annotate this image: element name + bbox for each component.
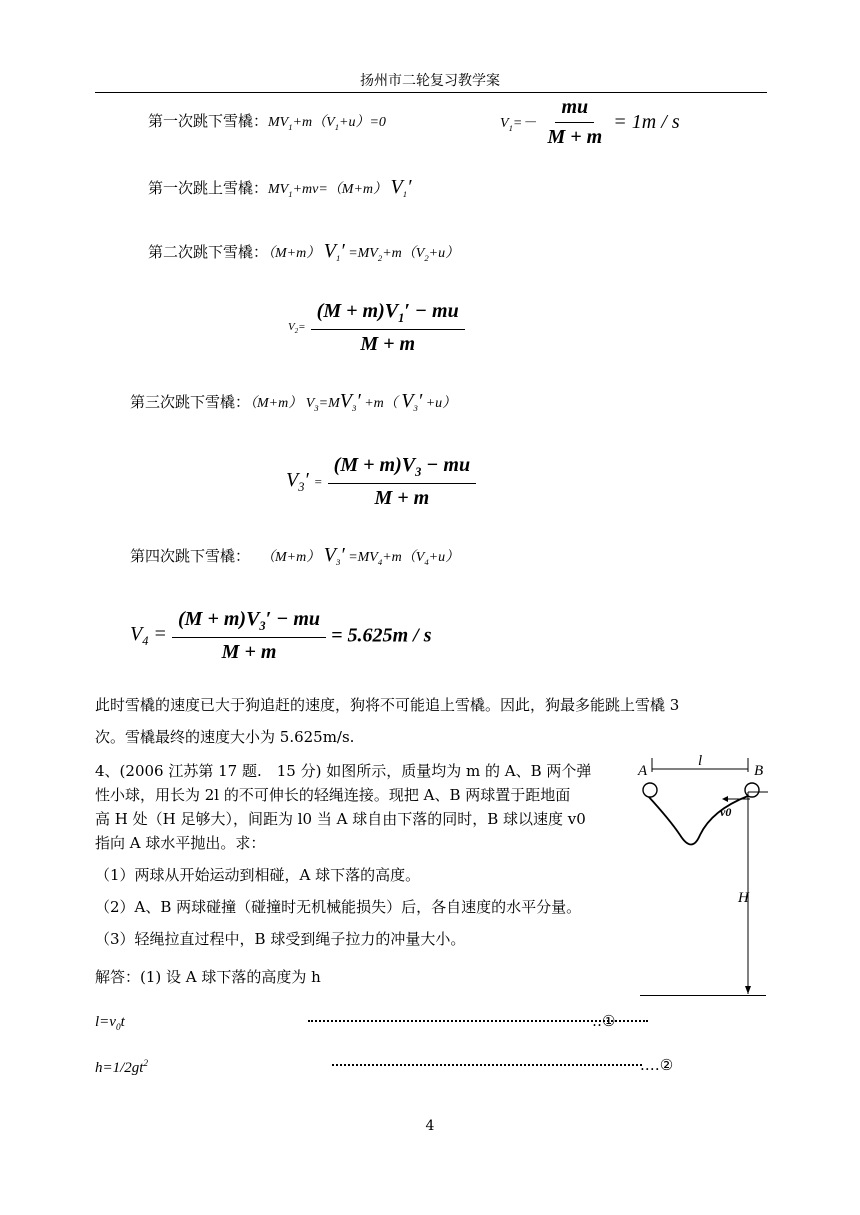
solution-eq-b-mark: .…② bbox=[640, 1056, 674, 1074]
eq1-fraction: $\frac{mu}{M + m}$ bbox=[547, 96, 603, 148]
eq8-line: $V_4$ = $\frac{(M + m)V_3' - mu}{M + m}$ = 5.625m / s bbox=[130, 608, 432, 663]
eq4-line: $V_2=$ $\frac{(M + m)V_1' - mu}{M + m}$ bbox=[288, 300, 465, 356]
page-number: 4 bbox=[425, 1118, 435, 1134]
problem-line-3: 高 H 处（H 足够大），间距为 l0 当 A 球自由下落的同时，B 球以速度 v0 bbox=[95, 810, 586, 828]
eq4-fraction: $\frac{(M + m)V_1' - mu}{M + m}$ bbox=[311, 300, 465, 356]
conclusion-line-2: 次。雪橇最终的速度大小为 5.625m/s. bbox=[95, 728, 355, 746]
eq1-label: 第一次跳下雪橇： bbox=[148, 112, 269, 130]
solution-eq-a-mark: ‥① bbox=[592, 1012, 616, 1030]
solution-eq-b: $h=1/2gt^2$ bbox=[95, 1058, 148, 1076]
question-2: （2）A、B 两球碰撞（碰撞时无机械能损失）后，各自速度的水平分量。 bbox=[95, 898, 582, 916]
conclusion-line-1: 此时雪橇的速度已大于狗追赶的速度，狗将不可能追上雪橇。因此，狗最多能跳上雪橇 3 bbox=[95, 696, 680, 714]
velocity-arrow-head bbox=[722, 796, 728, 802]
eq5-line bbox=[130, 390, 456, 413]
label-b: B bbox=[754, 763, 764, 779]
eq2-line bbox=[148, 176, 411, 199]
eq2-expr: $MV_1+mv=(M+m)$ $V_1'$ bbox=[268, 176, 412, 199]
eq8-fraction: $\frac{(M + m)V_3' - mu}{M + m}$ bbox=[172, 608, 326, 664]
page-header-title: 扬州市二轮复习教学案 bbox=[360, 73, 500, 89]
eq2-label: 第一次跳上雪橇： bbox=[148, 179, 269, 197]
question-1: （1）两球从开始运动到相碰，A 球下落的高度。 bbox=[95, 866, 421, 884]
solution-eq-a: $l=v_0t$ bbox=[95, 1014, 125, 1033]
label-h: H bbox=[738, 890, 749, 906]
ball-b bbox=[745, 783, 759, 797]
rope bbox=[648, 796, 748, 845]
eq6-line: $V_3'$ = $\frac{(M + m)V_3 - mu}{M + m}$ bbox=[286, 454, 476, 510]
eq3-expr: （M+m） $V_1' =MV_2+m(V_2+u)$ bbox=[268, 240, 460, 263]
height-arrow-head bbox=[745, 986, 751, 994]
eq7-label: 第四次跳下雪橇： bbox=[130, 547, 251, 565]
solution-intro: 解答：(1) 设 A 球下落的高度为 h bbox=[95, 968, 321, 986]
problem-line-4: 指向 A 球水平抛出。求： bbox=[95, 834, 266, 852]
eq5-label: 第三次跳下雪橇： bbox=[130, 393, 251, 411]
eq3-line bbox=[148, 240, 459, 263]
problem-line-2: 性小球，用长为 2l 的不可伸长的轻绳连接。现把 A、B 两球置于距地面 bbox=[95, 786, 571, 804]
label-a: A bbox=[638, 763, 648, 779]
eq1-result: $V_1=-$ $\frac{mu}{M + m}$ = 1m / s bbox=[500, 96, 680, 148]
question-3: （3）轻绳拉直过程中，B 球受到绳子拉力的冲量大小。 bbox=[95, 930, 466, 948]
eq6-fraction: $\frac{(M + m)V_3 - mu}{M + m}$ bbox=[328, 454, 476, 510]
eq7-expr: （M+m） $V_3' =MV_4+m(V_4+u)$ bbox=[268, 544, 460, 567]
header-rule bbox=[95, 92, 767, 93]
eq1-expr: $MV_1+m(V_1+u)=0$ bbox=[268, 115, 386, 132]
eq3-label: 第二次跳下雪橇： bbox=[148, 243, 269, 261]
problem-line-1: 4、(2006 江苏第 17 题. 15 分) 如图所示，质量均为 m 的 A、B 两个弹 bbox=[95, 762, 592, 780]
label-v0: v0 bbox=[720, 805, 732, 819]
ball-a bbox=[643, 783, 657, 797]
eq5-expr: （M+m） $V_3=MV_3' +m$（ $V_3' +u$） bbox=[250, 390, 457, 413]
dot-leader-b bbox=[332, 1050, 642, 1066]
eq7-line bbox=[130, 544, 459, 567]
ground-line bbox=[640, 995, 766, 996]
label-l: l bbox=[698, 753, 703, 769]
eq1-line bbox=[148, 110, 386, 132]
pendulum-figure bbox=[640, 750, 770, 1000]
